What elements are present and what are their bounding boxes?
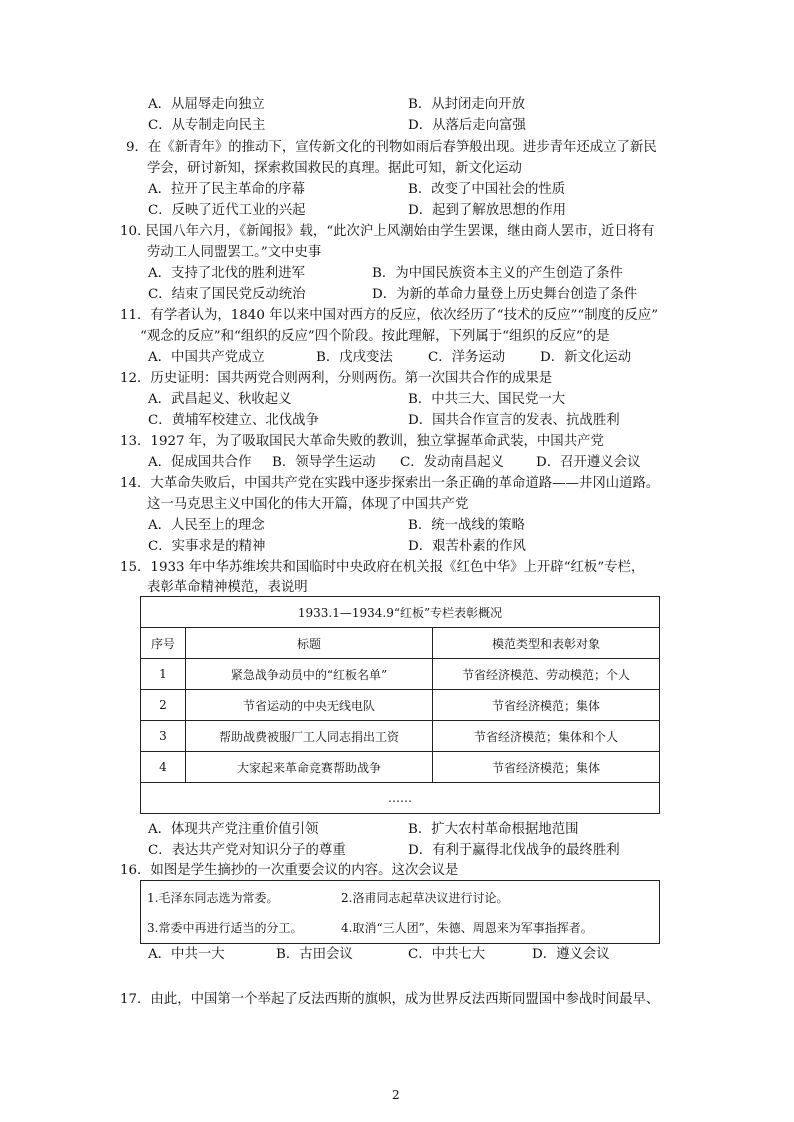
q11-option-c: C．洋务运动	[428, 350, 506, 365]
q11-option-b: B．戊戌变法	[316, 350, 393, 365]
q12-option-a: A．武昌起义、秋收起义	[148, 392, 292, 407]
meeting-note-item: 3.常委中再进行适当的分工。	[147, 921, 303, 935]
table-row	[141, 690, 660, 721]
q10-stem-line2: 劳动工人同盟罢工。”文中史事	[147, 245, 322, 260]
table-cell: 大家起来革命竞赛帮助战争	[186, 752, 433, 783]
table-cell: 紧急战争动员中的“红板名单”	[186, 659, 433, 690]
meeting-note-item: 4.取消“三人团”，朱德、周恩来为军事指挥者。	[341, 921, 593, 935]
q13-option-b: B．领导学生运动	[272, 455, 376, 470]
table-row	[141, 752, 660, 783]
q15-stem-line1: 15．1933 年中华苏维埃共和国临时中央政府在机关报《红色中华》上开辟“红板”专栏，	[120, 560, 645, 575]
q11-option-a: A．中国共产党成立	[148, 350, 265, 365]
q10-option-c: C．结束了国民党反动统治	[148, 287, 306, 302]
q10-option-a: A．支持了北伐的胜利进军	[148, 266, 305, 281]
q14-option-a: A．人民至上的理念	[148, 518, 265, 533]
q14-option-d: D．艰苦朴素的作风	[408, 539, 526, 554]
table-header: 标题	[186, 628, 433, 659]
q12-option-d: D．国共合作宣言的发表、抗战胜利	[408, 413, 620, 428]
q13-option-a: A．促成国共合作	[148, 455, 252, 470]
q8-option-c: C．从专制走向民主	[148, 118, 266, 133]
q8-option-d: D．从落后走向富强	[408, 118, 526, 133]
q13-stem-line1: 13．1927 年，为了吸取国民大革命失败的教训，独立掌握革命武装，中国共产党	[120, 434, 604, 449]
meeting-notes-box	[140, 880, 660, 944]
table-header: 模范类型和表彰对象	[433, 628, 660, 659]
q14-option-b: B．统一战线的策略	[408, 518, 525, 533]
q11-stem-line1: 11．有学者认为，1840 年以来中国对西方的反应，依次经历了“技术的反应”“制度的反应”	[120, 308, 659, 323]
q16-option-b: B．古田会议	[276, 947, 353, 962]
q14-stem-line2: 这一马克思主义中国化的伟大开篇，体现了中国共产党	[147, 497, 469, 512]
q12-option-b: B．中共三大、国民党一大	[408, 392, 566, 407]
q12-stem-line1: 12．历史证明：国共两党合则两利，分则两伤。第一次国共合作的成果是	[120, 371, 553, 386]
table-cell: 节省经济模范；集体	[433, 752, 660, 783]
q14-stem-line1: 14．大革命失败后，中国共产党在实践中逐步探索出一条正确的革命道路——井冈山道路。	[120, 476, 660, 491]
table-row	[141, 659, 660, 690]
q10-stem-line1: 10. 民国八年六月，《新闻报》载，“此次沪上风潮始由学生罢课，继由商人罢市，近日将有	[120, 224, 655, 239]
table-cell: 2	[141, 690, 186, 721]
red-board-table	[140, 596, 660, 814]
q15-option-d: D．有利于赢得北伐战争的最终胜利	[408, 843, 620, 858]
q13-option-d: D．召开遵义会议	[536, 455, 641, 470]
q10-option-b: B．为中国民族资本主义的产生创造了条件	[372, 266, 623, 281]
q15-option-a: A．体现共产党注重价值引领	[148, 822, 319, 837]
table-cell: 帮助战费被服厂工人同志捐出工资	[186, 721, 433, 752]
q16-option-d: D．遵义会议	[532, 947, 610, 962]
q9-option-a: A．拉开了民主革命的序幕	[148, 182, 305, 197]
q9-stem-line2: 学会，研讨新知，探索救国救民的真理。据此可知，新文化运动	[147, 161, 522, 176]
table-cell: 节省经济模范；集体和个人	[433, 721, 660, 752]
q11-option-d: D．新文化运动	[540, 350, 632, 365]
q9-option-c: C．反映了近代工业的兴起	[148, 203, 306, 218]
table-header: 序号	[141, 628, 186, 659]
q9-option-d: D．起到了解放思想的作用	[408, 203, 567, 218]
q17-stem-line1: 17．由此，中国第一个举起了反法西斯的旗帜，成为世界反法西斯同盟国中参战时间最早、	[120, 992, 660, 1007]
table-cell: 1	[141, 659, 186, 690]
page-number: 2	[392, 1088, 400, 1102]
q11-stem-line2: “观念的反应”和“组织的反应”四个阶段。按此理解，下列属于“组织的反应”的是	[140, 329, 610, 344]
q8-option-a: A．从屈辱走向独立	[148, 97, 265, 112]
q16-option-a: A．中共一大	[148, 947, 225, 962]
q13-option-c: C．发动南昌起义	[400, 455, 504, 470]
meeting-note-item: 1.毛泽东同志选为常委。	[147, 891, 279, 905]
table-cell: 4	[141, 752, 186, 783]
q9-stem-line1: 9．在《新青年》的推动下，宣传新文化的刊物如雨后春笋般出现。进步青年还成立了新民	[126, 140, 657, 155]
table-row	[141, 721, 660, 752]
q15-option-b: B．扩大农村革命根据地范围	[408, 822, 579, 837]
q16-stem-line1: 16．如图是学生摘抄的一次重要会议的内容。这次会议是	[120, 863, 459, 878]
table-cell: 节省经济模范；集体	[433, 690, 660, 721]
q10-option-d: D．为新的革命力量登上历史舞台创造了条件	[372, 287, 638, 302]
q15-stem-line2: 表彰革命精神模范，表说明	[147, 580, 308, 595]
table-ellipsis: ……	[141, 783, 660, 814]
table-title: 1933.1—1934.9“红板”专栏表彰概况	[141, 597, 660, 628]
table-cell: 节省经济模范、劳动模范；个人	[433, 659, 660, 690]
table-cell: 节省运动的中央无线电队	[186, 690, 433, 721]
q14-option-c: C．实事求是的精神	[148, 539, 266, 554]
table-cell: 3	[141, 721, 186, 752]
q8-option-b: B．从封闭走向开放	[408, 97, 525, 112]
q15-option-c: C．表达共产党对知识分子的尊重	[148, 843, 346, 858]
q16-option-c: C．中共七大	[408, 947, 486, 962]
q12-option-c: C．黄埔军校建立、北伐战争	[148, 413, 319, 428]
meeting-note-item: 2.洛甫同志起草决议进行讨论。	[341, 891, 509, 905]
table-header-row	[141, 628, 660, 659]
q9-option-b: B．改变了中国社会的性质	[408, 182, 566, 197]
